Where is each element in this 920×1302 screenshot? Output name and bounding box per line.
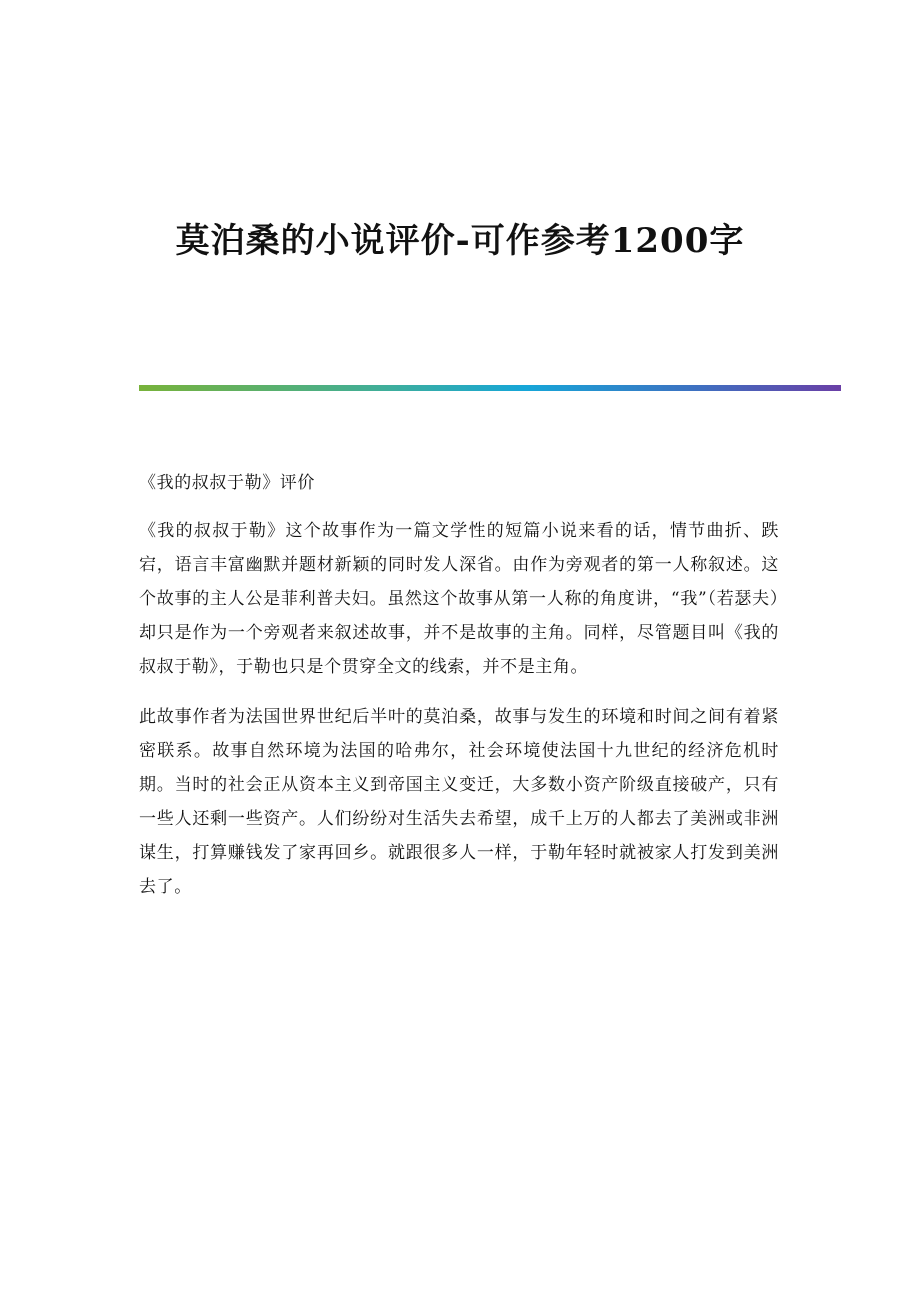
gradient-divider <box>139 385 841 391</box>
paragraph: 《我的叔叔于勒》这个故事作为一篇文学性的短篇小说来看的话，情节曲折、跌宕，语言丰富幽默并题材新颖的同时发人深省。由作为旁观者的第一人称叙述。这个故事的主人公是菲利普夫妇。虽然这个故事从第一人称的角度讲，“我”（若瑟夫）却只是作为一个旁观者来叙述故事，并不是故事的主角。同样，尽管题目叫《我的叔叔于勒》，于勒也只是个贯穿全文的线索，并不是主角。 <box>139 521 779 677</box>
section-heading: 《我的叔叔于勒》评价 <box>139 473 315 493</box>
document-body <box>139 466 779 920</box>
document-title: 莫泊桑的小说评价-可作参考1200字 <box>175 221 745 261</box>
paragraph: 此故事作者为法国世界世纪后半叶的莫泊桑，故事与发生的环境和时间之间有着紧密联系。故事自然环境为法国的哈弗尔，社会环境使法国十九世纪的经济危机时期。当时的社会正从资本主义到帝国主义变迁，大多数小资产阶级直接破产，只有一些人还剩一些资产。人们纷纷对生活失去希望，成千上万的人都去了美洲或非洲谋生，打算赚钱发了家再回乡。就跟很多人一样，于勒年轻时就被家人打发到美洲去了。 <box>139 707 779 897</box>
